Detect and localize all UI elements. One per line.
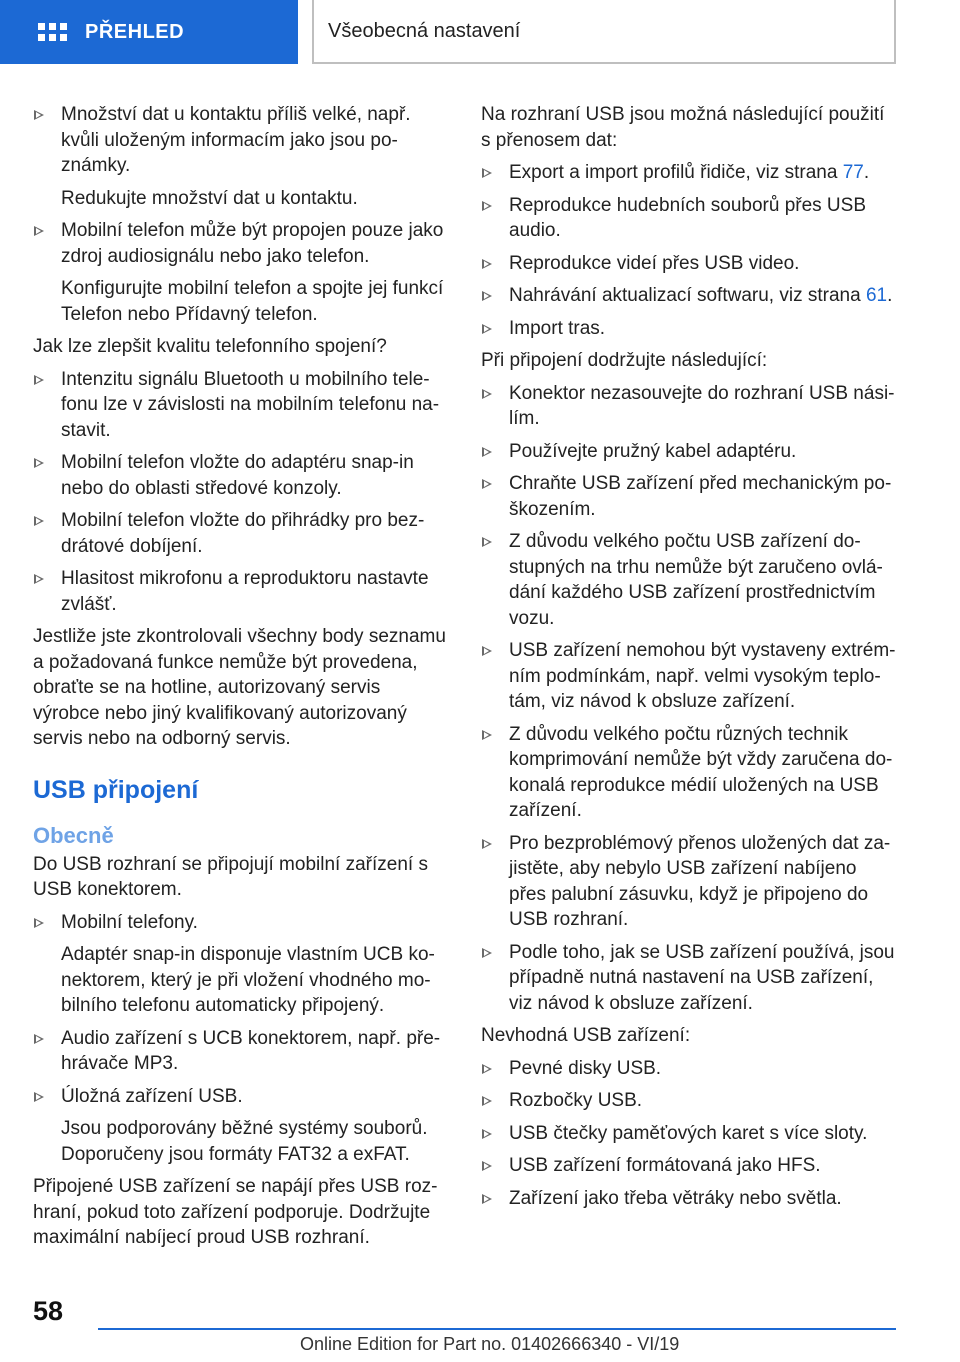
list-item: USB čtečky paměťových karet s více sloty. xyxy=(481,1121,896,1147)
page-link-77[interactable]: 77 xyxy=(842,162,864,183)
paragraph: Do USB rozhraní se připojují mobilní zařízení s USB konektorem. xyxy=(33,853,428,900)
list-item: Chraňte USB zařízení před mechanickým po-škozením. xyxy=(481,471,896,522)
left-column xyxy=(33,102,448,1258)
bullet-triangle-icon xyxy=(482,646,492,656)
list-item: Mobilní telefony. xyxy=(33,910,448,936)
list-item-detail: Konfigurujte mobilní telefon a spojte jej funkcí Telefon nebo Přídavný telefon. xyxy=(61,278,444,325)
list-item: Audio zařízení s UCB konektorem, např. pře-hrávače MP3. xyxy=(33,1026,448,1077)
list-item: Reprodukce videí přes USB video. xyxy=(481,251,896,277)
list-item: Konektor nezasouvejte do rozhraní USB nási-lím. xyxy=(481,381,896,432)
paragraph: Jak lze zlepšit kvalitu telefonního spojení? xyxy=(33,336,387,357)
list-item: Používejte pružný kabel adaptéru. xyxy=(481,439,896,465)
bullet-triangle-icon xyxy=(482,1064,492,1074)
bullet-triangle-icon xyxy=(34,1034,44,1044)
bullet-triangle-icon xyxy=(482,1161,492,1171)
paragraph: Při připojení dodržujte následující: xyxy=(481,350,768,371)
paragraph: Připojené USB zařízení se napájí přes USB roz-hraní, pokud toto zařízení podporuje. Dodržujte maximální nabíjecí proud USB rozhraní. xyxy=(33,1176,438,1248)
paragraph: Jestliže jste zkontrolovali všechny body seznamu a požadovaná funkce nemůže být provedena, obraťte se na hotline, autorizovaný servis výrobce nebo jiný kvalifikovaný autorizovaný servis nebo na odborný servis. xyxy=(33,626,446,749)
bullet-triangle-icon xyxy=(482,324,492,334)
section-title: Všeobecná nastavení xyxy=(312,0,896,64)
bullet-triangle-icon xyxy=(34,516,44,526)
grid-icon xyxy=(38,23,67,41)
bullet-triangle-icon xyxy=(482,291,492,301)
list-item: Podle toho, jak se USB zařízení používá, jsou případně nutná nastavení na USB zařízení, viz návod k obsluze zařízení. xyxy=(481,940,896,1017)
list-item: USB zařízení formátovaná jako HFS. xyxy=(481,1153,896,1179)
list-item: Pevné disky USB. xyxy=(481,1056,896,1082)
list-item: Z důvodu velkého počtu USB zařízení do-stupných na trhu nemůže být zaručeno ovlá-dání každého USB zařízení prostřednictvím vozu. xyxy=(481,529,896,631)
bullet-triangle-icon xyxy=(482,479,492,489)
bullet-triangle-icon xyxy=(482,168,492,178)
bullet-triangle-icon xyxy=(482,948,492,958)
bullet-triangle-icon xyxy=(34,918,44,928)
list-item: Z důvodu velkého počtu různých technik komprimování nemůže být vždy zaručena do-konalá reprodukce médií uložených na USB zařízení. xyxy=(481,722,896,824)
overview-tab[interactable] xyxy=(0,0,298,64)
list-item: Mobilní telefon vložte do přihrádky pro bez-drátové dobíjení. xyxy=(33,508,448,559)
list-item: Hlasitost mikrofonu a reproduktoru nastavte zvlášť. xyxy=(33,566,448,617)
bullet-triangle-icon xyxy=(34,458,44,468)
overview-tab-label: PŘEHLED xyxy=(85,20,185,43)
bullet-triangle-icon xyxy=(482,1096,492,1106)
footer-divider xyxy=(98,1328,896,1330)
paragraph: Nevhodná USB zařízení: xyxy=(481,1025,691,1046)
bullet-triangle-icon xyxy=(482,730,492,740)
bullet-triangle-icon xyxy=(34,110,44,120)
bullet-triangle-icon xyxy=(482,389,492,399)
bullet-triangle-icon xyxy=(482,1129,492,1139)
list-item: Export a import profilů řidiče, viz strana 77. xyxy=(481,160,896,186)
list-item: Množství dat u kontaktu příliš velké, např. kvůli uloženým informacím jako jsou po-známky. xyxy=(33,102,448,179)
bullet-triangle-icon xyxy=(34,226,44,236)
list-item: Intenzitu signálu Bluetooth u mobilního tele-fonu lze v závislosti na mobilním telefonu na-stavit. xyxy=(33,367,448,444)
page-number: 58 xyxy=(33,1296,64,1326)
list-item: Nahrávání aktualizací softwaru, viz strana 61. xyxy=(481,283,896,309)
bullet-triangle-icon xyxy=(482,537,492,547)
list-item-detail: Redukujte množství dat u kontaktu. xyxy=(61,187,358,209)
list-item-detail: Jsou podporovány běžné systémy souborů. Doporučeny jsou formáty FAT32 a exFAT. xyxy=(61,1118,428,1165)
heading-usb-connection: USB připojení xyxy=(33,775,199,804)
edition-text: Online Edition for Part no. 01402666340 - VI/19 xyxy=(300,1334,680,1354)
list-item: Rozbočky USB. xyxy=(481,1088,896,1114)
bullet-triangle-icon xyxy=(482,447,492,457)
list-item: Mobilní telefon může být propojen pouze jako zdroj audiosignálu nebo jako telefon. xyxy=(33,218,448,269)
list-item: USB zařízení nemohou být vystaveny extrém-ním podmínkám, např. velmi vysokým teplo-tám, viz návod k obsluze zařízení. xyxy=(481,638,896,715)
list-item: Úložná zařízení USB. xyxy=(33,1084,448,1110)
bullet-triangle-icon xyxy=(482,1194,492,1204)
right-column xyxy=(481,102,896,1218)
paragraph: Na rozhraní USB jsou možná následující použití s přenosem dat: xyxy=(481,104,885,151)
bullet-triangle-icon xyxy=(482,201,492,211)
page-link-61[interactable]: 61 xyxy=(865,285,888,306)
bullet-triangle-icon xyxy=(34,375,44,385)
list-item: Pro bezproblémový přenos uložených dat za-jistěte, aby nebylo USB zařízení nabíjeno přes palubní zásuvku, když je připojeno do USB rozhraní. xyxy=(481,831,896,933)
bullet-triangle-icon xyxy=(34,1092,44,1102)
bullet-triangle-icon xyxy=(482,259,492,269)
heading-general: Obecně xyxy=(33,822,114,848)
list-item: Mobilní telefon vložte do adaptéru snap-in nebo do oblasti středové konzoly. xyxy=(33,450,448,501)
list-item-detail: Adaptér snap-in disponuje vlastním UCB ko-nektorem, který je při vložení vhodného mo-bilního telefonu automaticky připojený. xyxy=(61,944,435,1016)
bullet-triangle-icon xyxy=(482,839,492,849)
list-item: Zařízení jako třeba větráky nebo světla. xyxy=(481,1186,896,1212)
list-item: Import tras. xyxy=(481,316,896,342)
bullet-triangle-icon xyxy=(34,574,44,584)
list-item: Reprodukce hudebních souborů přes USB audio. xyxy=(481,193,896,244)
